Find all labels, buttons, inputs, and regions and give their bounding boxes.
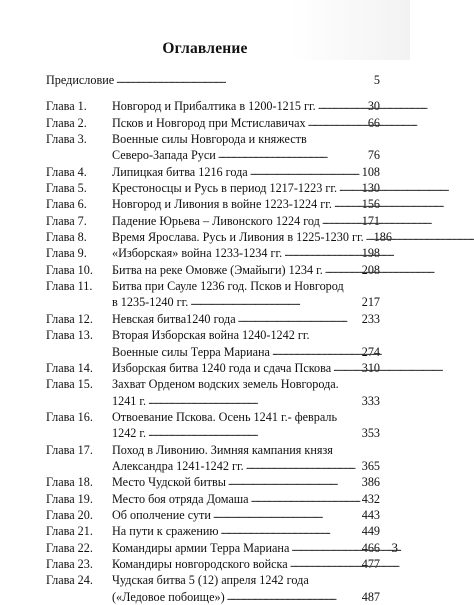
chapter-page-number: 477 xyxy=(361,556,380,571)
chapter-label: Глава 23. xyxy=(46,556,93,571)
dot-leader xyxy=(218,146,366,163)
chapter-page-number: 233 xyxy=(361,311,380,326)
chapter-page-number: 186 xyxy=(373,230,392,245)
chapter-page-number: 432 xyxy=(361,491,380,506)
toc-entry-continuation xyxy=(46,393,380,409)
dot-leader xyxy=(227,588,360,605)
toc-entry-chapter xyxy=(46,180,380,196)
chapter-title: «Изборская» война 1233-1234 гг. xyxy=(112,246,283,261)
toc-entry-chapter xyxy=(46,115,380,131)
dot-leader xyxy=(148,424,360,441)
chapter-title: Падение Юрьева – Ливонского 1224 год xyxy=(112,213,320,228)
dot-leader xyxy=(250,163,360,180)
chapter-title: Чудская битва 5 (12) апреля 1242 года xyxy=(112,573,309,588)
chapter-title: Новгород и Прибалтика в 1200-1215 гг. xyxy=(112,99,316,114)
chapter-label: Глава 3. xyxy=(46,132,87,147)
toc-entry-chapter xyxy=(46,213,380,229)
chapter-page-number: 274 xyxy=(361,344,380,359)
chapter-title: Крестоносцы и Русь в период 1217-1223 гг. xyxy=(112,181,338,196)
chapter-title: Псков и Новгород при Мстиславичах xyxy=(112,115,306,130)
preface-title: Предисловие xyxy=(46,73,115,87)
chapter-page-number: 365 xyxy=(361,458,380,473)
dot-leader xyxy=(322,212,360,229)
chapter-label: Глава 15. xyxy=(46,377,93,392)
toc-entry-chapter xyxy=(46,507,380,523)
chapter-title: Отвоевание Пскова. Осень 1241 г.- февраль xyxy=(112,409,338,424)
dot-leader xyxy=(290,555,360,572)
chapter-title: Место Чудской битвы xyxy=(112,475,226,490)
chapter-title-continued: («Ледовое побоище») xyxy=(112,589,225,604)
dot-leader xyxy=(220,522,359,539)
chapter-title-continued: Военные силы Терра Мариана xyxy=(112,344,270,359)
chapter-label: Глава 13. xyxy=(46,328,93,343)
toc-entry-chapter xyxy=(46,196,380,212)
chapter-label: Глава 22. xyxy=(46,540,93,555)
dot-leader xyxy=(318,97,366,114)
toc-entry-chapter xyxy=(46,474,380,490)
chapter-label: Глава 14. xyxy=(46,360,93,375)
chapter-label: Глава 11. xyxy=(46,279,93,294)
toc-entry-preface xyxy=(46,72,380,88)
chapter-title: Изборская битва 1240 года и сдача Пскова xyxy=(112,360,332,375)
toc-entry-chapter xyxy=(46,164,380,180)
chapter-label: Глава 21. xyxy=(46,524,93,539)
toc-entry-chapter xyxy=(46,360,380,376)
chapter-label: Глава 16. xyxy=(46,409,93,424)
chapter-title: Командиры новгородского войска xyxy=(112,556,288,571)
chapter-page-number: 449 xyxy=(361,524,380,539)
dot-leader xyxy=(272,343,360,360)
toc-entry-chapter xyxy=(46,523,380,539)
chapter-label: Глава 7. xyxy=(46,213,87,228)
toc-entry-continuation xyxy=(46,589,380,605)
dot-leader xyxy=(308,114,366,131)
chapter-label: Глава 17. xyxy=(46,442,93,457)
dot-leader xyxy=(333,359,360,376)
chapter-label: Глава 5. xyxy=(46,181,87,196)
dot-leader xyxy=(238,310,360,327)
toc-entry-chapter xyxy=(46,262,380,278)
toc-entry-continuation xyxy=(46,458,380,474)
chapter-title: Битва при Сауле 1236 год. Псков и Новгород xyxy=(112,279,344,294)
toc-entry-chapter xyxy=(46,229,392,245)
chapter-label: Глава 10. xyxy=(46,262,93,277)
chapter-page-number: 443 xyxy=(361,507,380,522)
toc-entry-chapter xyxy=(46,491,380,507)
chapter-list xyxy=(46,98,392,605)
dot-leader xyxy=(339,179,360,196)
chapter-title: Захват Орденом водских земель Новгорода. xyxy=(112,377,339,392)
toc-entry-chapter xyxy=(46,278,380,294)
chapter-label: Глава 4. xyxy=(46,164,87,179)
chapter-title-continued: 1242 г. xyxy=(112,426,147,441)
dot-leader xyxy=(213,506,360,523)
toc-entry-chapter xyxy=(46,556,380,572)
toc-entry-continuation xyxy=(46,344,380,360)
chapter-page-number: 310 xyxy=(361,360,380,375)
chapter-title: Поход в Ливонию. Зимняя кампания князя xyxy=(112,442,333,457)
chapter-label: Глава 19. xyxy=(46,491,93,506)
chapter-page-number: 466 xyxy=(361,540,380,555)
chapter-label: Глава 12. xyxy=(46,311,93,326)
chapter-label: Глава 18. xyxy=(46,475,93,490)
chapter-page-number: 217 xyxy=(361,295,380,310)
table-of-contents xyxy=(46,72,392,605)
chapter-page-number: 353 xyxy=(361,426,380,441)
chapter-title: Об ополчение сути xyxy=(112,507,211,522)
chapter-title: Битва на реке Омовже (Эмайыги) 1234 г. xyxy=(112,262,323,277)
chapter-title-continued: Северо-Запада Руси xyxy=(112,148,216,163)
toc-entry-chapter xyxy=(46,131,380,147)
chapter-label: Глава 1. xyxy=(46,99,87,114)
chapter-label: Глава 9. xyxy=(46,246,87,261)
chapter-label: Глава 2. xyxy=(46,115,87,130)
chapter-label: Глава 20. xyxy=(46,507,93,522)
chapter-page-number: 76 xyxy=(367,148,380,163)
chapter-title: Невская битва1240 года xyxy=(112,311,236,326)
toc-entry-continuation xyxy=(46,147,380,163)
chapter-page-number: 333 xyxy=(361,393,380,408)
page-title: Оглавление xyxy=(162,40,248,57)
chapter-page-number: 208 xyxy=(361,262,380,277)
dot-leader xyxy=(228,473,360,490)
dot-leader xyxy=(366,228,372,245)
chapter-title: Место боя отряда Домаша xyxy=(112,491,249,506)
dot-leader xyxy=(148,392,360,409)
chapter-title: Военные силы Новгорода и княжеств xyxy=(112,132,307,147)
chapter-title-continued: в 1235-1240 гг. xyxy=(112,295,189,310)
page-folio: 3 xyxy=(391,540,398,555)
toc-entry-chapter xyxy=(46,98,380,114)
toc-entry-chapter xyxy=(46,540,380,556)
chapter-page-number: 66 xyxy=(367,115,380,130)
toc-entry-continuation xyxy=(46,425,380,441)
toc-entry-chapter xyxy=(46,376,380,392)
dot-leader xyxy=(334,195,360,212)
chapter-page-number: 386 xyxy=(361,475,380,490)
preface-page-number: 5 xyxy=(373,73,380,87)
toc-entry-chapter xyxy=(46,327,380,343)
chapter-page-number: 198 xyxy=(361,246,380,261)
chapter-title: Командиры армии Терра Мариана xyxy=(112,540,290,555)
chapter-page-number: 156 xyxy=(361,197,380,212)
chapter-page-number: 30 xyxy=(367,99,380,114)
dot-leader xyxy=(246,457,360,474)
dot-leader xyxy=(291,539,359,556)
toc-entry-chapter xyxy=(46,245,380,261)
toc-entry-chapter xyxy=(46,409,380,425)
chapter-label: Глава 8. xyxy=(46,230,87,245)
chapter-title-continued: Александра 1241-1242 гг. xyxy=(112,458,244,473)
dot-leader xyxy=(325,261,360,278)
chapter-title: Новгород и Ливония в войне 1223-1224 гг. xyxy=(112,197,332,212)
chapter-label: Глава 6. xyxy=(46,197,87,212)
toc-entry-chapter xyxy=(46,442,380,458)
chapter-page-number: 171 xyxy=(361,213,380,228)
toc-entry-chapter xyxy=(46,572,380,588)
chapter-label: Глава 24. xyxy=(46,573,93,588)
toc-entry-continuation xyxy=(46,294,380,310)
chapter-title: Время Ярослава. Русь и Ливония в 1225-1230 гг. xyxy=(112,230,364,245)
chapter-title: На пути к сражению xyxy=(112,524,219,539)
dot-leader xyxy=(116,71,372,88)
chapter-title: Липицкая битва 1216 года xyxy=(112,164,248,179)
chapter-page-number: 108 xyxy=(361,164,380,179)
chapter-title: Вторая Изборская война 1240-1242 гг. xyxy=(112,328,310,343)
chapter-page-number: 487 xyxy=(361,589,380,604)
dot-leader xyxy=(251,490,360,507)
dot-leader xyxy=(284,244,360,261)
dot-leader xyxy=(190,293,359,310)
toc-entry-chapter xyxy=(46,311,380,327)
chapter-title-continued: 1241 г. xyxy=(112,393,147,408)
chapter-page-number: 130 xyxy=(361,181,380,196)
